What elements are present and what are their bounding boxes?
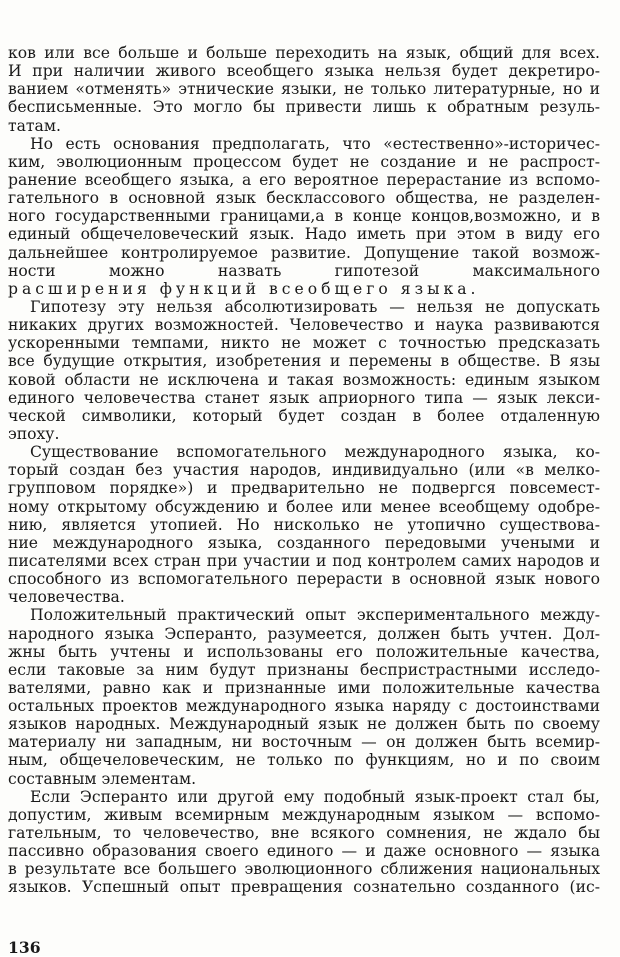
text-line: материалу ни западным, ни восточным — он должен быть всемир- (8, 733, 600, 752)
text-line: ким, эволюционным процессом будет не создание и не распрост- (8, 152, 600, 171)
text-line: групповом порядке») и предварительно не подвергся повсемест- (8, 479, 600, 498)
text-line: в результате все большего эволюционного сближения национальных (8, 860, 600, 879)
text-line: человечества. (8, 588, 125, 607)
text-line: ческой символики, который будет создан в более отдаленную (8, 406, 600, 425)
text-line: ным, общечеловеческим, не только по функциям, но и по своим (8, 751, 600, 770)
text-line: Положительный практический опыт экспериментального между- (30, 606, 600, 625)
text-line: гательным, то человечество, вне всякого сомнения, не ждало бы (8, 824, 600, 843)
text-line: писателями всех стран при участии и под контролем самих народов и (8, 551, 600, 570)
text-line: ние международного языка, созданного передовыми учеными и (8, 533, 600, 552)
text-line: Если Эсперанто или другой ему подобный язык-проект стал бы, (30, 787, 600, 806)
text-line: народного языка Эсперанто, разумеется, должен быть учтен. Дол- (8, 624, 600, 643)
text-line: пассивно образования своего единого — и даже основного — языка (8, 842, 600, 861)
text-line: составным элементам. (8, 769, 197, 788)
text-line: ковой области не исключена и такая возможность: единым языком (8, 370, 600, 389)
text-line: остальных проектов международного языка наряду с достоинствами (8, 697, 600, 716)
text-line: торый создан без участия народов, индивидуально (или «в мелко- (8, 461, 600, 480)
text-line: Гипотезу эту нельзя абсолютизировать — нельзя не допускать (30, 297, 600, 316)
text-line: жны быть учтены и использованы его положительные качества, (8, 642, 600, 661)
text-line: расширения функций всеобщего языка. (8, 279, 480, 298)
text-line: ного государственными границами,а в конце концов,возможно, и в (8, 207, 600, 226)
text-line: И при наличии живого всеобщего языка нельзя будет декретиро- (8, 62, 600, 81)
text-line: бесписьменные. Это могло бы привести лишь к обратным резуль- (8, 98, 600, 117)
text-line: дальнейшее контролируемое развитие. Допущение такой возмож- (8, 243, 600, 262)
text-line: если таковые за ним будут признаны беспристрастными исследо- (8, 660, 600, 679)
text-line: языков народных. Международный язык не должен быть по своему (8, 715, 600, 734)
text-line: гательного в основной язык бесклассового общества, не разделен- (8, 189, 600, 208)
text-line: ному открытому обсуждению и более или менее всеобщему одобре- (8, 497, 600, 516)
text-line: татам. (8, 116, 61, 135)
text-line: допустим, живым всемирным международным языком — вспомо- (8, 805, 600, 824)
text-line: все будущие открытия, изобретения и перемены в обществе. В язы (8, 352, 600, 371)
text-line: нию, является утопией. Но нисколько не утопично существова- (8, 515, 600, 534)
text-line: единый общечеловеческий язык. Надо иметь при этом в виду его (8, 225, 600, 244)
text-line: вателями, равно как и признанные ими положительные качества (8, 678, 600, 697)
text-line: ванием «отменять» этнические языки, не только литературные, но и (8, 80, 600, 99)
text-line: Но есть основания предполагать, что «естественно»-историчес- (30, 134, 600, 153)
text-line: никаких других возможностей. Человечество и наука развиваются (8, 316, 600, 335)
page-number: 136 (8, 938, 41, 957)
text-line: эпоху. (8, 424, 60, 443)
text-line: ков или все больше и больше переходить на язык, общий для всех. (8, 44, 600, 62)
text-line: ранение всеобщего языка, а его вероятное перерастание из вспомо- (8, 170, 600, 189)
text-line: способного из вспомогательного перерасти в основной язык нового (8, 570, 600, 589)
text-line: Существование вспомогательного международного языка, ко- (30, 443, 600, 462)
body-text (8, 44, 600, 897)
text-line: единого человечества станет язык априорного типа — язык лекси- (8, 388, 600, 407)
text-line: языков. Успешный опыт превращения сознательно созданного (ис- (8, 878, 600, 897)
text-line: ускоренными темпами, никто не может с точностью предсказать (8, 334, 600, 353)
text-line: ности можно назвать гипотезой максимального (8, 261, 600, 280)
